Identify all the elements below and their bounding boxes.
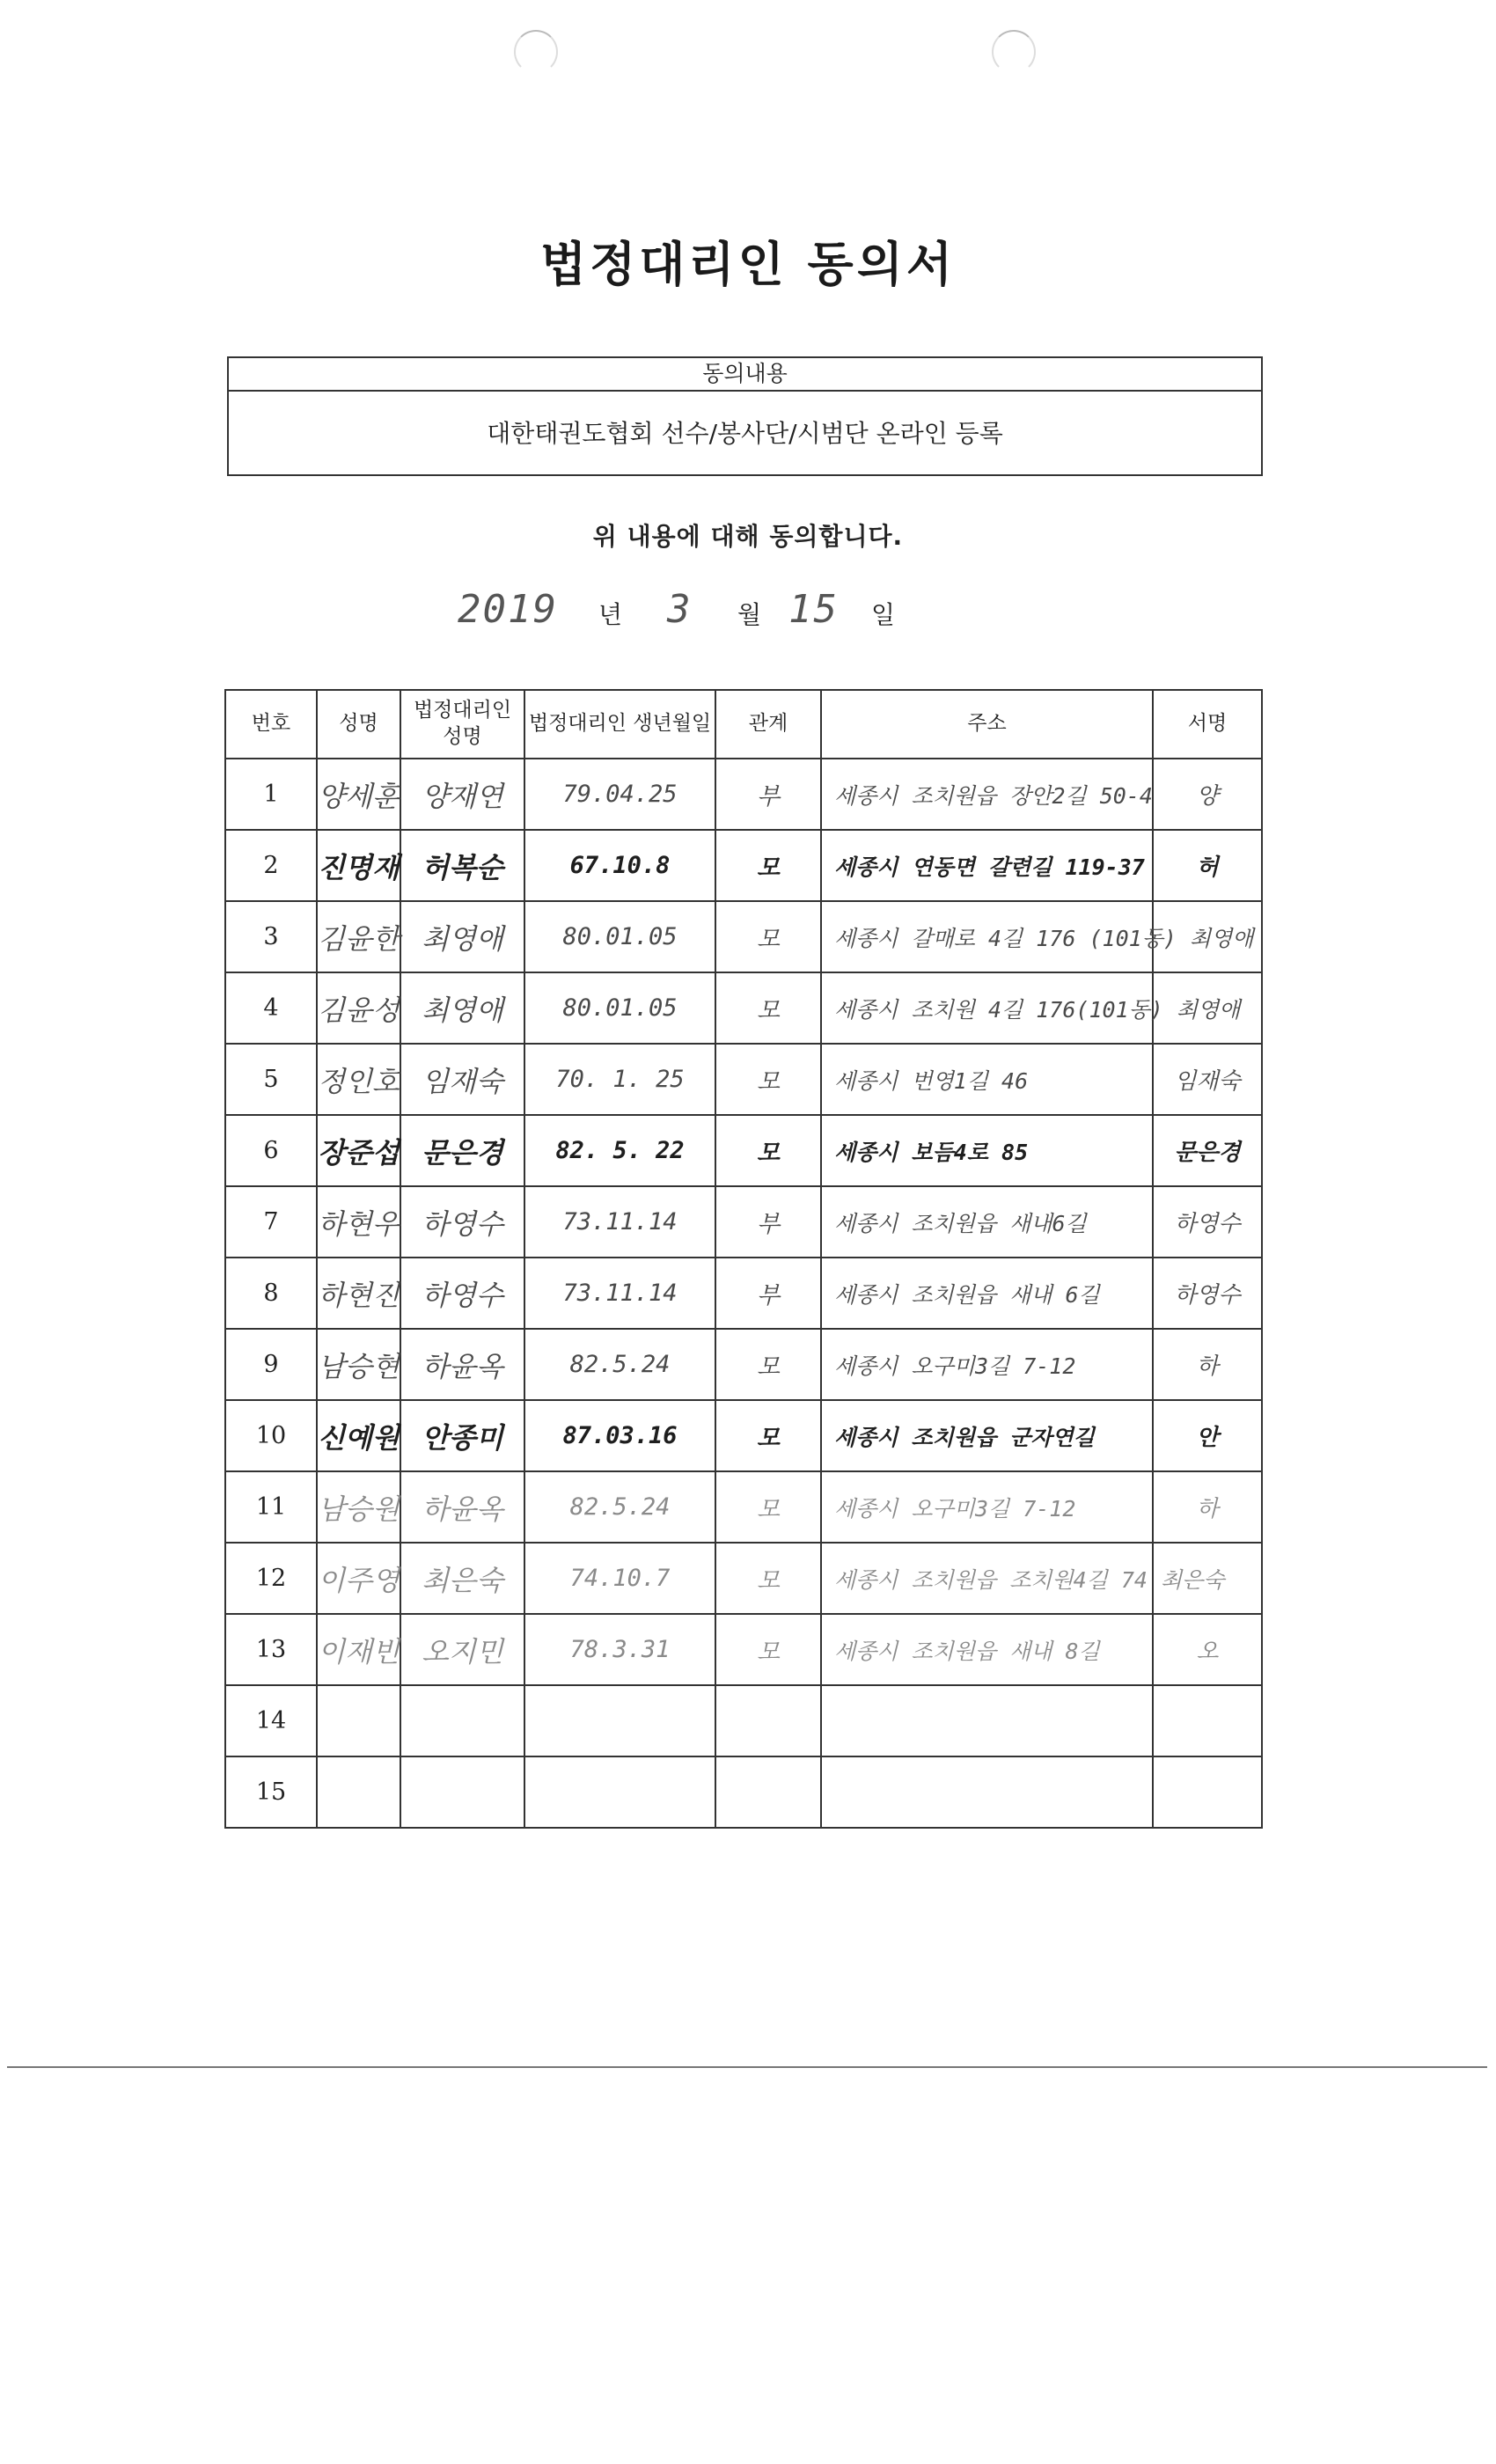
cell-signature: 하영수 xyxy=(1153,1186,1262,1258)
cell-dob: 73.11.14 xyxy=(524,1258,715,1329)
date-line xyxy=(458,585,986,647)
cell-dob: 78.3.31 xyxy=(524,1614,715,1685)
date-month: 3 xyxy=(667,587,693,632)
cell-name: 양세훈 xyxy=(317,759,400,830)
cell-address: 세종시 조치원 4길 176(101동) 최영애 xyxy=(821,972,1153,1044)
cell-name: 남승현 xyxy=(317,1329,400,1400)
cell-guardian xyxy=(400,1685,524,1756)
cell-address: 세종시 번영1길 46 xyxy=(821,1044,1153,1115)
cell-address: 세종시 오구미3길 7-12 xyxy=(821,1329,1153,1400)
cell-dob: 82.5.24 xyxy=(524,1329,715,1400)
cell-relation: 모 xyxy=(715,1115,821,1186)
cell-name: 김윤한 xyxy=(317,901,400,972)
cell-signature: 임재숙 xyxy=(1153,1044,1262,1115)
cell-relation xyxy=(715,1685,821,1756)
cell-name: 신예원 xyxy=(317,1400,400,1471)
header-num: 번호 xyxy=(225,690,317,759)
cell-num: 5 xyxy=(225,1044,317,1115)
cell-relation: 부 xyxy=(715,1186,821,1258)
cell-guardian: 하윤옥 xyxy=(400,1329,524,1400)
cell-num: 4 xyxy=(225,972,317,1044)
cell-guardian: 안종미 xyxy=(400,1400,524,1471)
cell-dob: 82.5.24 xyxy=(524,1471,715,1543)
cell-guardian: 양재연 xyxy=(400,759,524,830)
date-month-label: 월 xyxy=(737,600,762,629)
cell-address: 세종시 조치원읍 조치원4길 74 최은숙 xyxy=(821,1543,1153,1614)
agreement-statement: 위 내용에 대해 동의합니다. xyxy=(592,522,904,551)
cell-relation: 모 xyxy=(715,1400,821,1471)
cell-guardian: 오지민 xyxy=(400,1614,524,1685)
table-row xyxy=(225,901,1262,972)
header-relation: 관계 xyxy=(715,690,821,759)
cell-num: 9 xyxy=(225,1329,317,1400)
cell-guardian: 하윤옥 xyxy=(400,1471,524,1543)
cell-signature: 양 xyxy=(1153,759,1262,830)
cell-dob xyxy=(524,1756,715,1828)
table-row xyxy=(225,1543,1262,1614)
cell-dob: 82. 5. 22 xyxy=(524,1115,715,1186)
consent-box xyxy=(227,356,1263,476)
cell-name: 하현진 xyxy=(317,1258,400,1329)
cell-num: 14 xyxy=(225,1685,317,1756)
header-name: 성명 xyxy=(317,690,400,759)
cell-address: 세종시 갈매로 4길 176 (101동) 최영애 xyxy=(821,901,1153,972)
cell-name: 정인호 xyxy=(317,1044,400,1115)
cell-relation: 모 xyxy=(715,1471,821,1543)
cell-address: 세종시 조치원읍 장안2길 50-4 xyxy=(821,759,1153,830)
cell-guardian: 임재숙 xyxy=(400,1044,524,1115)
cell-num: 3 xyxy=(225,901,317,972)
cell-name: 이주영 xyxy=(317,1543,400,1614)
cell-guardian: 하영수 xyxy=(400,1186,524,1258)
punch-hole-right xyxy=(992,30,1036,74)
cell-num: 13 xyxy=(225,1614,317,1685)
table-row xyxy=(225,1685,1262,1756)
cell-name: 이재빈 xyxy=(317,1614,400,1685)
date-year: 2019 xyxy=(458,587,558,632)
cell-address: 세종시 보듬4로 85 xyxy=(821,1115,1153,1186)
cell-signature: 문은경 xyxy=(1153,1115,1262,1186)
cell-signature: 하 xyxy=(1153,1471,1262,1543)
cell-address: 세종시 조치원읍 새내 8길 xyxy=(821,1614,1153,1685)
cell-name: 김윤성 xyxy=(317,972,400,1044)
cell-relation: 모 xyxy=(715,1614,821,1685)
cell-num: 8 xyxy=(225,1258,317,1329)
cell-relation: 모 xyxy=(715,830,821,901)
guardian-consent-table xyxy=(224,689,1263,1829)
cell-dob: 80.01.05 xyxy=(524,972,715,1044)
table-row xyxy=(225,1614,1262,1685)
cell-dob xyxy=(524,1685,715,1756)
table-row xyxy=(225,1044,1262,1115)
cell-guardian xyxy=(400,1756,524,1828)
cell-signature: 허 xyxy=(1153,830,1262,901)
table-row xyxy=(225,1400,1262,1471)
table-row xyxy=(225,1115,1262,1186)
cell-dob: 70. 1. 25 xyxy=(524,1044,715,1115)
cell-num: 15 xyxy=(225,1756,317,1828)
cell-dob: 73.11.14 xyxy=(524,1186,715,1258)
page-fold-line xyxy=(7,2066,1487,2068)
cell-dob: 80.01.05 xyxy=(524,901,715,972)
cell-dob: 74.10.7 xyxy=(524,1543,715,1614)
document-title: 법정대리인 동의서 xyxy=(539,237,957,292)
cell-signature xyxy=(1153,1685,1262,1756)
table-row xyxy=(225,759,1262,830)
cell-name: 남승원 xyxy=(317,1471,400,1543)
cell-address: 세종시 조치원읍 새내6길 xyxy=(821,1186,1153,1258)
cell-signature xyxy=(1153,1756,1262,1828)
cell-guardian: 허복순 xyxy=(400,830,524,901)
cell-signature: 하 xyxy=(1153,1329,1262,1400)
table-row xyxy=(225,1329,1262,1400)
cell-signature: 오 xyxy=(1153,1614,1262,1685)
cell-relation: 모 xyxy=(715,1044,821,1115)
cell-signature: 안 xyxy=(1153,1400,1262,1471)
cell-guardian: 문은경 xyxy=(400,1115,524,1186)
cell-address xyxy=(821,1685,1153,1756)
cell-num: 10 xyxy=(225,1400,317,1471)
cell-guardian: 최영애 xyxy=(400,972,524,1044)
cell-address: 세종시 오구미3길 7-12 xyxy=(821,1471,1153,1543)
cell-address: 세종시 연동면 갈련길 119-37 xyxy=(821,830,1153,901)
cell-guardian: 최은숙 xyxy=(400,1543,524,1614)
table-row xyxy=(225,1756,1262,1828)
cell-relation: 모 xyxy=(715,972,821,1044)
cell-relation: 부 xyxy=(715,759,821,830)
cell-relation: 모 xyxy=(715,1329,821,1400)
cell-relation xyxy=(715,1756,821,1828)
table-header-row xyxy=(225,690,1262,759)
cell-guardian: 하영수 xyxy=(400,1258,524,1329)
header-guardian-name: 법정대리인 성명 xyxy=(400,690,524,759)
cell-name: 장준섭 xyxy=(317,1115,400,1186)
header-signature: 서명 xyxy=(1153,690,1262,759)
cell-name xyxy=(317,1756,400,1828)
cell-name xyxy=(317,1685,400,1756)
date-year-label: 년 xyxy=(598,600,623,629)
cell-num: 1 xyxy=(225,759,317,830)
cell-num: 11 xyxy=(225,1471,317,1543)
date-day: 15 xyxy=(788,587,839,632)
cell-address xyxy=(821,1756,1153,1828)
cell-name: 하현우 xyxy=(317,1186,400,1258)
header-address: 주소 xyxy=(821,690,1153,759)
consent-content: 대한태권도협회 선수/봉사단/시범단 온라인 등록 xyxy=(487,419,1003,448)
cell-num: 7 xyxy=(225,1186,317,1258)
cell-num: 6 xyxy=(225,1115,317,1186)
cell-num: 12 xyxy=(225,1543,317,1614)
cell-dob: 79.04.25 xyxy=(524,759,715,830)
cell-signature: 하영수 xyxy=(1153,1258,1262,1329)
punch-hole-left xyxy=(514,30,558,74)
cell-guardian: 최영애 xyxy=(400,901,524,972)
table-row xyxy=(225,1186,1262,1258)
table-row xyxy=(225,1258,1262,1329)
cell-relation: 모 xyxy=(715,901,821,972)
cell-relation: 모 xyxy=(715,1543,821,1614)
table-row xyxy=(225,1471,1262,1543)
cell-num: 2 xyxy=(225,830,317,901)
date-day-label: 일 xyxy=(871,600,896,629)
cell-dob: 67.10.8 xyxy=(524,830,715,901)
cell-address: 세종시 조치원읍 군자연길 xyxy=(821,1400,1153,1471)
cell-name: 진명재 xyxy=(317,830,400,901)
table-row xyxy=(225,972,1262,1044)
consent-header: 동의내용 xyxy=(229,358,1261,392)
cell-relation: 부 xyxy=(715,1258,821,1329)
cell-dob: 87.03.16 xyxy=(524,1400,715,1471)
cell-address: 세종시 조치원읍 새내 6길 xyxy=(821,1258,1153,1329)
header-guardian-dob: 법정대리인 생년월일 xyxy=(524,690,715,759)
table-row xyxy=(225,830,1262,901)
